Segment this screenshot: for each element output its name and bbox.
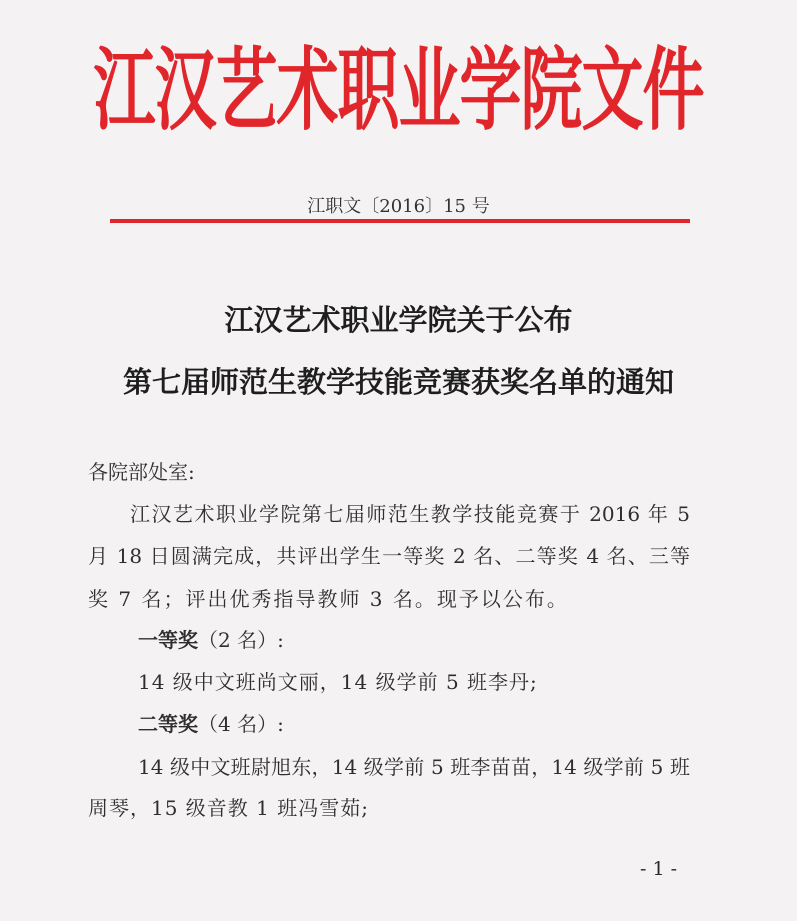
first-prize-label: 一等奖 <box>138 628 198 652</box>
page-number: - 1 - <box>640 858 678 880</box>
document-number: 江职文〔2016〕15 号 <box>307 196 490 217</box>
second-prize-winners: 周琴，15 级音教 1 班冯雪茹; <box>88 796 369 820</box>
notice-title-line2: 第七届师范生教学技能竞赛获奖名单的通知 <box>122 365 674 399</box>
second-prize-count: （4 名）: <box>198 712 284 736</box>
header-divider <box>110 219 690 223</box>
paragraph-line: 月 18 日圆满完成，共评出学生一等奖 2 名、二等奖 4 名、三等 <box>88 544 690 568</box>
second-prize-heading <box>138 708 284 737</box>
first-prize-winners: 14 级中文班尚文丽，14 级学前 5 班李丹; <box>138 670 538 694</box>
first-prize-count: （2 名）: <box>198 628 284 652</box>
paragraph-line: 江汉艺术职业学院第七届师范生教学技能竞赛于 2016 年 5 <box>130 502 690 526</box>
document-header-title: 江汉艺术职业学院文件 <box>93 36 704 143</box>
second-prize-winners: 14 级中文班尉旭东，14 级学前 5 班李苗苗，14 级学前 5 班 <box>138 755 690 779</box>
salutation: 各院部处室: <box>88 460 195 484</box>
first-prize-heading <box>138 624 284 653</box>
notice-title-line1: 江汉艺术职业学院关于公布 <box>224 303 573 337</box>
second-prize-label: 二等奖 <box>138 712 198 736</box>
paragraph-line: 奖 7 名；评出优秀指导教师 3 名。现予以公布。 <box>88 587 569 611</box>
